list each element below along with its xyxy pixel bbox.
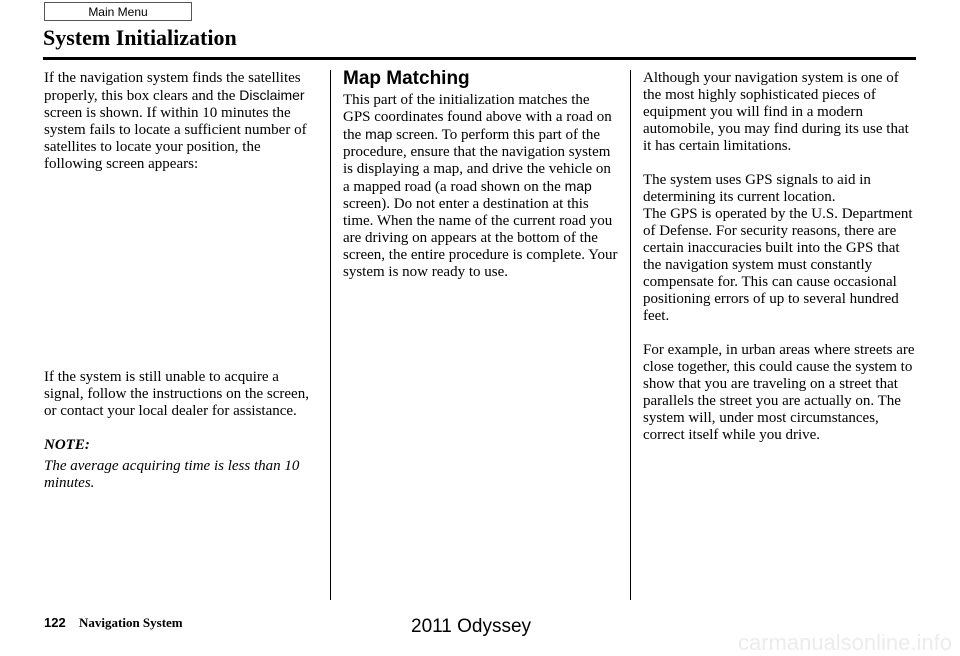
column-right <box>643 70 919 461</box>
assistance-paragraph: If the system is still unable to acquire a signal, follow the instructions on the screen, or contact your local dealer for assistance. <box>44 369 309 419</box>
limitations-paragraph: Although your navigation system is one of the most highly sophisticated pieces of equipment you will find in a modern automobile, you may find during its use that it has certain limitations. <box>643 70 909 154</box>
section-heading: Map Matching <box>343 68 470 89</box>
column-left <box>44 70 320 492</box>
column-divider <box>630 70 631 600</box>
map-term: map <box>365 126 393 142</box>
column-divider <box>330 70 331 600</box>
gps-paragraph: The system uses GPS signals to aid in determining its current location. The GPS is operated by the U.S. Department of Defense. For security reasons, there are certain inaccuracies built into the GPS that the navigation system must constantly compensate for. This can cause occasional positioning errors of up to several hundred feet. <box>643 172 913 324</box>
footer-section-title: Navigation System <box>79 615 183 630</box>
column-middle <box>343 70 619 298</box>
note-label: NOTE: <box>44 437 90 453</box>
page-number: 122 <box>44 615 66 630</box>
note-text: The average acquiring time is less than 10 minutes. <box>44 458 300 491</box>
main-menu-button[interactable]: Main Menu <box>44 2 192 21</box>
page-title: System Initialization <box>43 25 237 50</box>
title-rule <box>43 57 916 60</box>
map-term: map <box>564 178 592 194</box>
screen-image-area <box>44 190 320 369</box>
intro-paragraph: If the navigation system finds the satellites properly, this box clears and the Disclaimer screen is shown. If within 10 minutes the system fails to locate a sufficient number of satellites to locate your position, the following screen appears: <box>44 70 307 172</box>
map-matching-paragraph: This part of the initialization matches the GPS coordinates found above with a road on the map screen. To perform this part of the procedure, ensure that the navigation system is displaying a map, and drive the vehicle on a mapped road (a road shown on the map screen). Do not enter a destination at this time. When the name of the current road you are driving on appears at the bottom of the screen, the entire procedure is complete. Your system is now ready to use. <box>343 92 618 280</box>
model-watermark: 2011 Odyssey <box>411 616 532 637</box>
example-paragraph: For example, in urban areas where streets are close together, this could cause the system to show that you are traveling on a street that parallels the street you are actually on. The system will, under most circumstances, correct itself while you drive. <box>643 342 915 443</box>
disclaimer-term: Disclaimer <box>239 87 305 103</box>
site-watermark: carmanualsonline.info <box>737 630 952 655</box>
